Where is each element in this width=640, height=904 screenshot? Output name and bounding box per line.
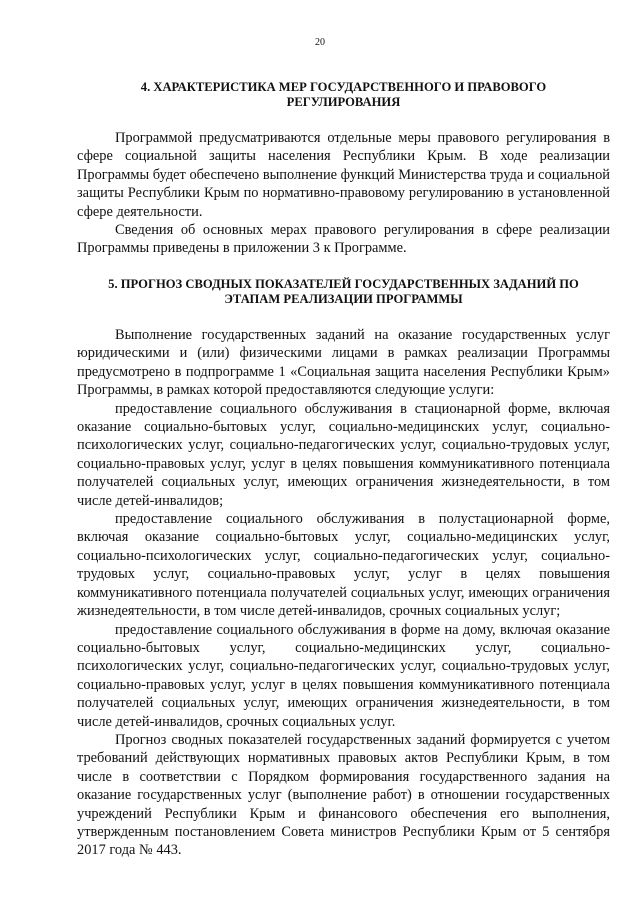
section-5 <box>77 277 610 860</box>
section-4 <box>77 80 610 258</box>
section-5-heading <box>77 277 610 307</box>
section-5-paragraph-3: предоставление социального обслуживания в полустационарной форме, включая оказание социально-бытовых услуг, социально-медицинских услуг, социально-психологических услуг, социально-педагогических услуг, социально-трудовых услуг, социально-правовых услуг, услуг в целях повышения коммуникативного потенциала получателей социальных услуг, имеющих ограничения жизнедеятельности, в том числе детей-инвалидов, срочных социальных услуг; <box>77 511 610 620</box>
section-5-paragraph-4: предоставление социального обслуживания в форме на дому, включая оказание социально-бытовых услуг, социально-медицинских услуг, социально-психологических услуг, социально-педагогических услуг, социально-трудовых услуг, социально-правовых услуг, услуг в целях повышения коммуникативного потенциала получателей социальных услуг, имеющих ограничения жизнедеятельности, в том числе детей-инвалидов, срочных социальных услуг. <box>77 621 610 730</box>
section-5-heading-line-1: 5. ПРОГНОЗ СВОДНЫХ ПОКАЗАТЕЛЕЙ ГОСУДАРСТВЕННЫХ ЗАДАНИЙ ПО <box>108 277 579 291</box>
section-4-heading <box>77 80 610 110</box>
section-5-paragraph-2: предоставление социального обслуживания в стационарной форме, включая оказание социально-бытовых услуг, социально-медицинских услуг, социально-психологических услуг, социально-педагогических услуг, социально-трудовых услуг, социально-правовых услуг, услуг в целях повышения коммуникативного потенциала получателей социальных услуг, имеющих ограничения жизнедеятельности, в том числе детей-инвалидов; <box>77 400 610 509</box>
section-4-paragraph-1: Программой предусматриваются отдельные меры правового регулирования в сфере социальной защиты населения Республики Крым. В ходе реализации Программы будет обеспечено выполнение функций Министерства труда и социальной защиты Республики Крым по нормативно-правовому регулированию в установленной сфере деятельности. <box>77 130 610 220</box>
section-4-heading-line-2: РЕГУЛИРОВАНИЯ <box>286 95 401 109</box>
section-4-heading-line-1: 4. ХАРАКТЕРИСТИКА МЕР ГОСУДАРСТВЕННОГО И ПРАВОВОГО <box>140 80 547 94</box>
section-5-paragraph-5: Прогноз сводных показателей государственных заданий формируется с учетом требований действующих нормативных правовых актов Республики Крым, в том числе в соответствии с Порядком формирования государственного задания на оказание государственных услуг (выполнение работ) в отношении государственных учреждений Республики Крым и финансового обеспечения его выполнения, утвержденным постановлением Совета министров Республики Крым от 5 сентября 2017 года № 443. <box>77 731 610 859</box>
section-5-heading-line-2: ЭТАПАМ РЕАЛИЗАЦИИ ПРОГРАММЫ <box>224 292 463 306</box>
section-5-paragraph-1: Выполнение государственных заданий на оказание государственных услуг юридическими и (или) физическими лицами в рамках реализации Программы предусмотрено в подпрограмме 1 «Социальная защита населения Республики Крым» Программы, в рамках которой предоставляются следующие услуги: <box>77 327 610 399</box>
page-number: 20 <box>315 37 325 48</box>
section-4-paragraph-2: Сведения об основных мерах правового регулирования в сфере реализации Программы приведены в приложении 3 к Программе. <box>77 222 610 257</box>
